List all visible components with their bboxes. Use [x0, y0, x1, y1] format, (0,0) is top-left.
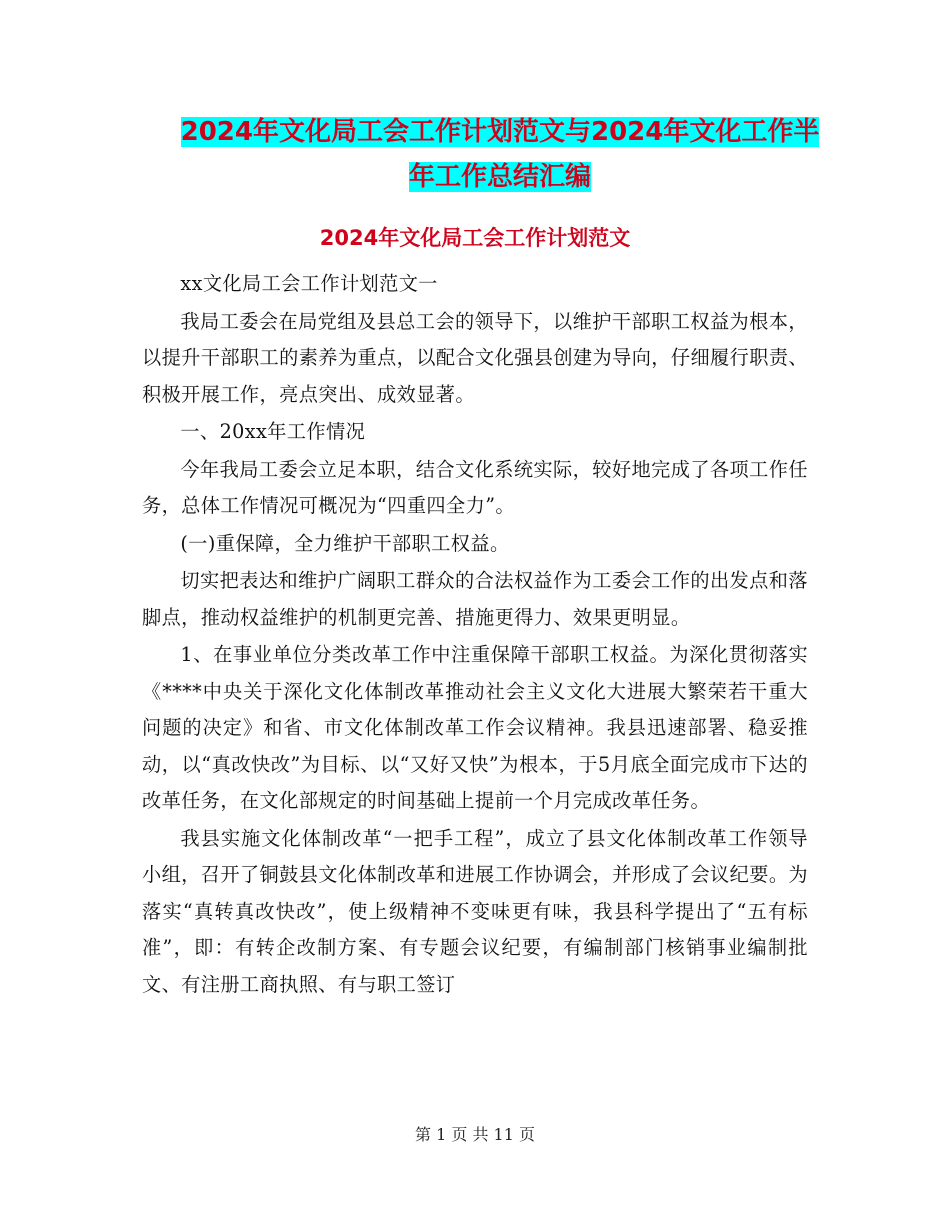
document-body [142, 266, 808, 1004]
title-line-2: 年工作总结汇编 [408, 162, 591, 192]
title-line-1: 2024年文化局工会工作计划范文与2024年文化工作半 [180, 117, 820, 147]
paragraph: 1、在事业单位分类改革工作中注重保障干部职工权益。为深化贯彻落实《****中央关于深化文化体制改革推动社会主义文化大进展大繁荣若干重大问题的决定》和省、市文化体制改革工作会议精神。我县迅速部署、稳妥推动，以“真改快改”为目标、以“又好又快”为根本，于5月底全面完成市下达的改革任务，在文化部规定的时间基础上提前一个月完成改革任务。 [142, 643, 808, 812]
paragraph: (一)重保障，全力维护干部职工权益。 [180, 531, 510, 555]
paragraph: xx文化局工会工作计划范文一 [180, 272, 438, 295]
paragraph: 今年我局工委会立足本职，结合文化系统实际，较好地完成了各项工作任务，总体工作情况可概况为“四重四全力”。 [142, 457, 808, 517]
paragraph: 切实把表达和维护广阔职工群众的合法权益作为工委会工作的出发点和落脚点，推动权益维护的机制更完善、措施更得力、效果更明显。 [142, 569, 808, 629]
paragraph: 一、20xx年工作情况 [180, 420, 366, 443]
section-title: 2024年文化局工会工作计划范文 [319, 226, 631, 250]
paragraph: 我局工委会在局党组及县总工会的领导下，以维护干部职工权益为根本，以提升干部职工的素养为重点，以配合文化强县创建为导向，仔细履行职责、积极开展工作，亮点突出、成效显著。 [142, 309, 808, 406]
document-title [120, 110, 880, 200]
paragraph: 我县实施文化体制改革“一把手工程”，成立了县文化体制改革工作领导小组，召开了铜鼓县文化体制改革和进展工作协调会，并形成了会议纪要。为落实“真转真改快改”，使上级精神不变味更有味，我县科学提出了“五有标准”，即：有转企改制方案、有专题会议纪要，有编制部门核销事业编制批文、有注册工商执照、有与职工签订 [142, 826, 808, 996]
page-footer: 第 1 页 共 11 页 [415, 1125, 535, 1144]
